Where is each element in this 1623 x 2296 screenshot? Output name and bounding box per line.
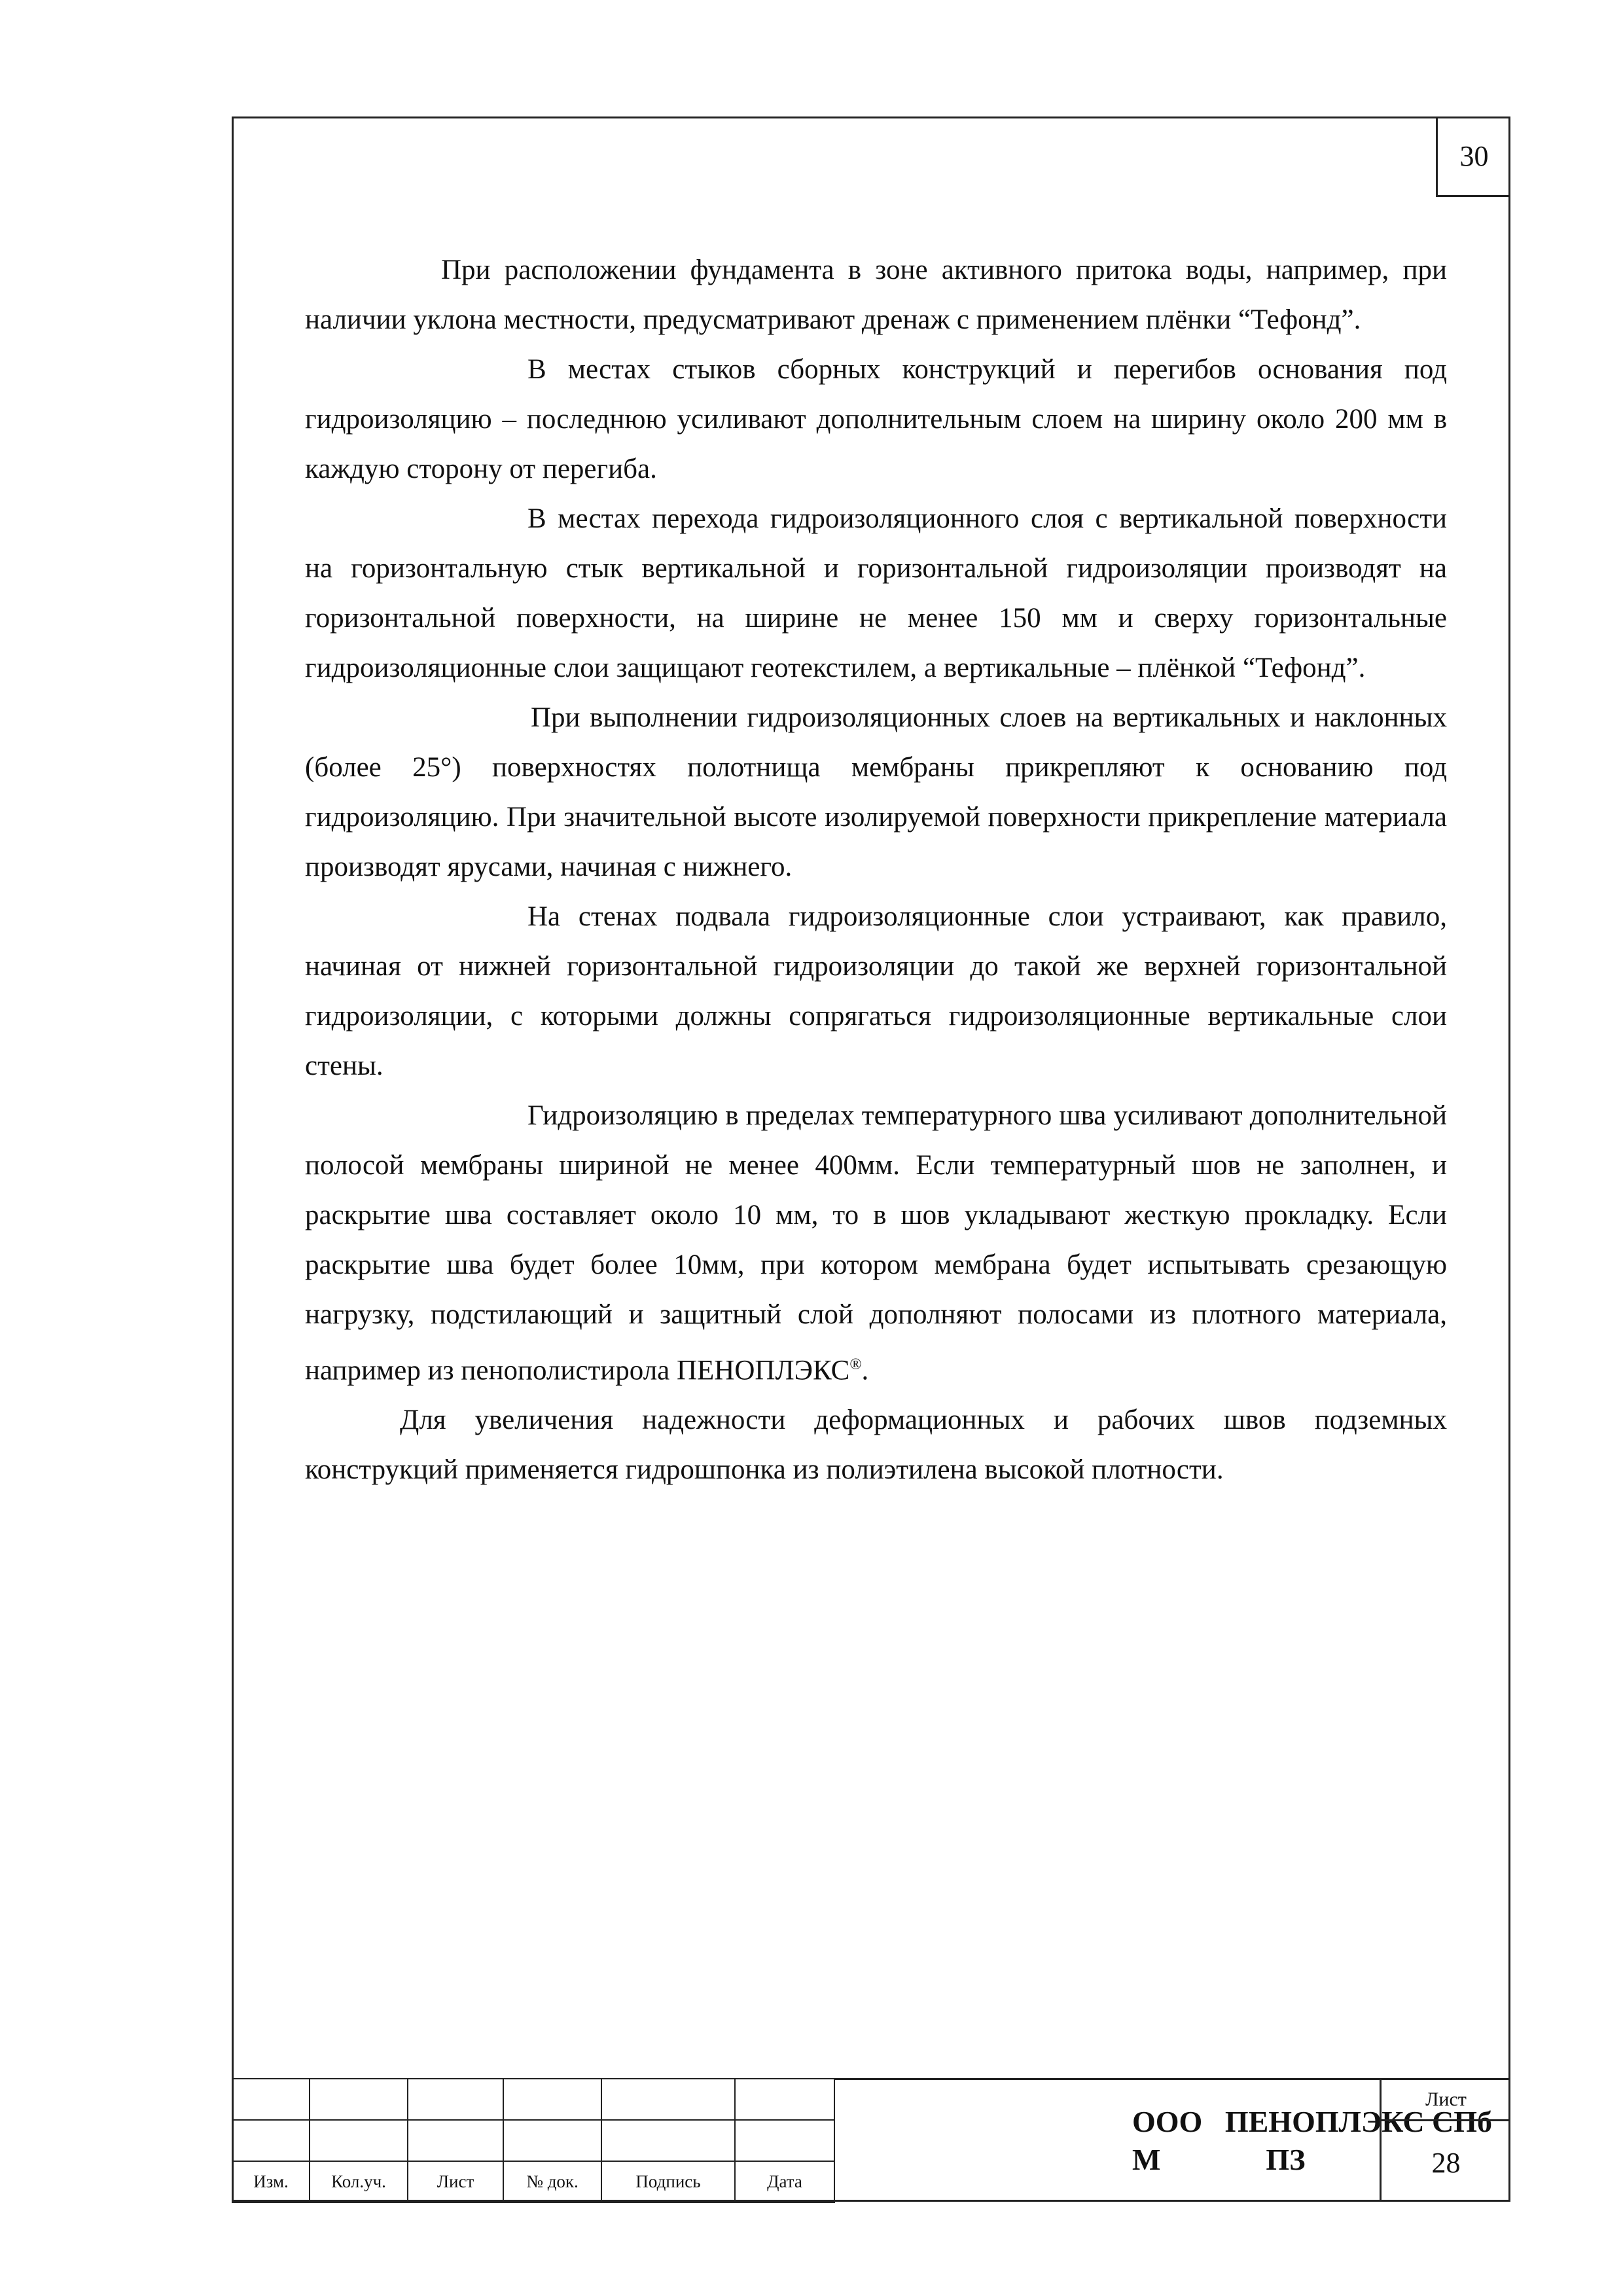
column-header-signature: Подпись: [601, 2161, 735, 2202]
revision-cell: [601, 2120, 735, 2161]
column-header-change: Изм.: [232, 2161, 310, 2202]
revision-row: [232, 2120, 834, 2161]
column-header-count: Кол.уч.: [310, 2161, 408, 2202]
revision-cell: [503, 2079, 601, 2120]
paragraph-basement-walls: На стенах подвала гидроизоляционные слои устраивают, как правило, начиная от нижней горизонтальной гидроизоляции до такой же верхней горизонтальной гидроизоляции, с которыми должны сопрягаться гидроизоляционные вертикальные слои стены.: [305, 901, 1447, 1081]
revision-cell: [232, 2120, 310, 2161]
revision-cell: [735, 2079, 834, 2120]
column-header-date: Дата: [735, 2161, 834, 2202]
revision-cell: [310, 2120, 408, 2161]
revision-cell: [408, 2120, 503, 2161]
revision-cell: [735, 2120, 834, 2161]
column-header-sheet: Лист: [408, 2161, 503, 2202]
revision-table: [232, 2078, 835, 2203]
paragraph-expansion-joint-tail: .: [861, 1355, 869, 1386]
paragraph-joints: В местах стыков сборных конструкций и перегибов основания под гидроизоляцию – последнюю усиливают дополнительным слоем на ширину около 200 мм в каждую сторону от перегиба.: [305, 354, 1447, 484]
revision-cell: [232, 2079, 310, 2120]
revision-cell: [408, 2079, 503, 2120]
paragraph-vertical-layers: При выполнении гидроизоляционных слоев на вертикальных и наклонных (более 25°) поверхностях полотнища мембраны прикрепляют к основанию под гидроизоляцию. При значительной высоте изолируемой поверхности прикрепление материала производят ярусами, начиная с нижнего.: [305, 702, 1447, 882]
paragraph-waterstop: Для увеличения надежности деформационных и рабочих швов подземных конструкций применяется гидрошпонка из полиэтилена высокой плотности.: [305, 1405, 1447, 1486]
paragraph-expansion-joint: [305, 1091, 1447, 1395]
revision-cell: [503, 2120, 601, 2161]
revision-cell: [310, 2079, 408, 2120]
revision-row: [232, 2079, 834, 2120]
page-number: 30: [1436, 117, 1510, 197]
paragraph-drainage: При расположении фундамента в зоне активного притока воды, например, при наличии уклона местности, предусматривают дренаж с применением плёнки “Тефонд”.: [305, 255, 1447, 335]
document-code: М ПЗ: [1132, 2143, 1306, 2176]
column-header-doc-number: № док.: [503, 2161, 601, 2202]
title-block: [232, 2078, 1510, 2202]
paragraph-transition: В местах перехода гидроизоляционного слоя с вертикальной поверхности на горизонтальную стык вертикальной и горизонтальной гидроизоляции производят на горизонтальной поверхности, на ширине не менее 150 мм и сверху горизонтальные гидроизоляционные слои защищают геотекстилем, а вертикальные – плёнкой “Тефонд”.: [305, 503, 1447, 683]
revision-cell: [601, 2079, 735, 2120]
registered-trademark-mark: ®: [849, 1356, 862, 1373]
sheet-number: 28: [1431, 2146, 1461, 2179]
sheet-block: [1380, 2078, 1510, 2202]
paragraph-expansion-joint-text: Гидроизоляцию в пределах температурного шва усиливают дополнительной полосой мембраны шириной не менее 400мм. Если температурный шов не заполнен, и раскрытие шва составляет около 10 мм, то в шов укладывают жесткую прокладку. Если раскрытие шва будет более 10мм, при котором мембрана будет испытывать срезающую нагрузку, подстилающий и защитный слой дополняют полосами из плотного материала, например из пенополистирола ПЕНОПЛЭКС: [305, 1100, 1447, 1386]
document-body: [305, 245, 1447, 1495]
sheet-label: Лист: [1382, 2080, 1510, 2121]
revision-header-row: [232, 2161, 834, 2202]
organization-name: ООО ПЕНОПЛЭКС СПб: [1132, 2105, 1493, 2138]
